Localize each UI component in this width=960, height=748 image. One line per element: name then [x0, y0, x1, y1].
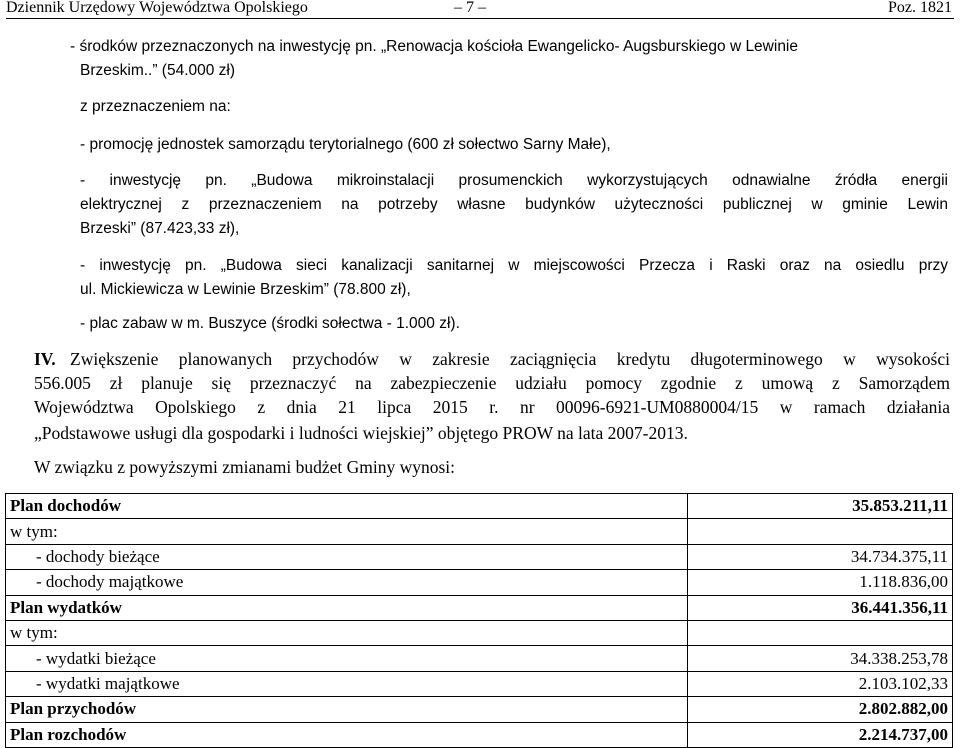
table-row — [6, 544, 953, 569]
row-value: 2.103.102,33 — [687, 671, 952, 696]
row-value — [687, 620, 952, 645]
summary-line: W związku z powyższymi zmianami budżet Gminy wynosi: — [34, 457, 456, 477]
paragraph-line: Brzeskim..” (54.000 zł) — [80, 62, 236, 79]
paragraph-line: z przeznaczeniem na: — [80, 98, 231, 115]
row-label: - wydatki bieżące — [6, 646, 688, 671]
row-label: Plan rozchodów — [6, 722, 688, 747]
row-label: - wydatki majątkowe — [6, 671, 688, 696]
paragraph-line: - promocję jednostek samorządu terytorialnego (600 zł sołectwo Sarny Małe), — [80, 136, 611, 153]
position-number: Poz. 1821 — [888, 0, 952, 16]
page-number: – 7 – — [454, 0, 486, 16]
paragraph-line: Brzeski” (87.423,33 zł), — [80, 220, 240, 237]
row-value: 1.118.836,00 — [687, 570, 952, 595]
row-value: 34.338.253,78 — [687, 646, 952, 671]
table-row — [6, 595, 953, 620]
page-header — [6, 0, 954, 19]
row-label: Plan przychodów — [6, 697, 688, 722]
row-value: 34.734.375,11 — [687, 544, 952, 569]
row-label: - dochody bieżące — [6, 544, 688, 569]
table-row — [6, 494, 953, 519]
paragraph-line: „Podstawowe usługi dla gospodarki i ludności wiejskiej” objętego PROW na lata 2007-2013. — [34, 423, 688, 443]
paragraph-line: 556.005 zł planuje się przeznaczyć na zabezpieczenie udziału pomocy zgodnie z umową z Samorządem — [34, 373, 950, 393]
row-label: w tym: — [6, 620, 688, 645]
paragraph-line: - inwestycję pn. „Budowa sieci kanalizacji sanitarnej w miejscowości Przecza i Raski oraz na osiedlu przy — [80, 257, 948, 274]
row-label: - dochody majątkowe — [6, 570, 688, 595]
table-row — [6, 570, 953, 595]
paragraph-line: Zwiększenie planowanych przychodów w zakresie zaciągnięcia kredytu długoterminowego w wysokości — [70, 349, 950, 369]
row-value: 35.853.211,11 — [687, 494, 952, 519]
paragraph-line: ul. Mickiewicza w Lewinie Brzeskim” (78.800 zł), — [80, 281, 411, 298]
row-label: Plan wydatków — [6, 595, 688, 620]
table-row — [6, 722, 953, 747]
row-value: 2.802.882,00 — [687, 697, 952, 722]
paragraph-line: - plac zabaw w m. Buszyce (środki sołectwa - 1.000 zł). — [80, 315, 460, 332]
table-row — [6, 620, 953, 645]
table-row — [6, 697, 953, 722]
row-value: 36.441.356,11 — [687, 595, 952, 620]
journal-title: Dziennik Urzędowy Województwa Opolskiego — [6, 0, 308, 16]
row-value — [687, 519, 952, 544]
paragraph-line: - inwestycję pn. „Budowa mikroinstalacji prosumenckich wykorzystujących odnawialne źródła energii — [80, 172, 948, 189]
paragraph-line: Województwa Opolskiego z dnia 21 lipca 2015 r. nr 00096-6921-UM0880004/15 w ramach działania — [34, 397, 950, 417]
table-row — [6, 671, 953, 696]
budget-table — [5, 493, 953, 748]
paragraph-line: elektrycznej z przeznaczeniem na potrzeby własne budynków użyteczności publicznej w gminie Lewin — [80, 196, 948, 213]
table-row — [6, 519, 953, 544]
section-number: IV. — [34, 349, 56, 369]
paragraph-line: - środków przeznaczonych na inwestycję pn. „Renowacja kościoła Ewangelicko- Augsburskiego w Lewinie — [70, 38, 799, 55]
table-row — [6, 646, 953, 671]
row-label: Plan dochodów — [6, 494, 688, 519]
row-label: w tym: — [6, 519, 688, 544]
row-value: 2.214.737,00 — [687, 722, 952, 747]
